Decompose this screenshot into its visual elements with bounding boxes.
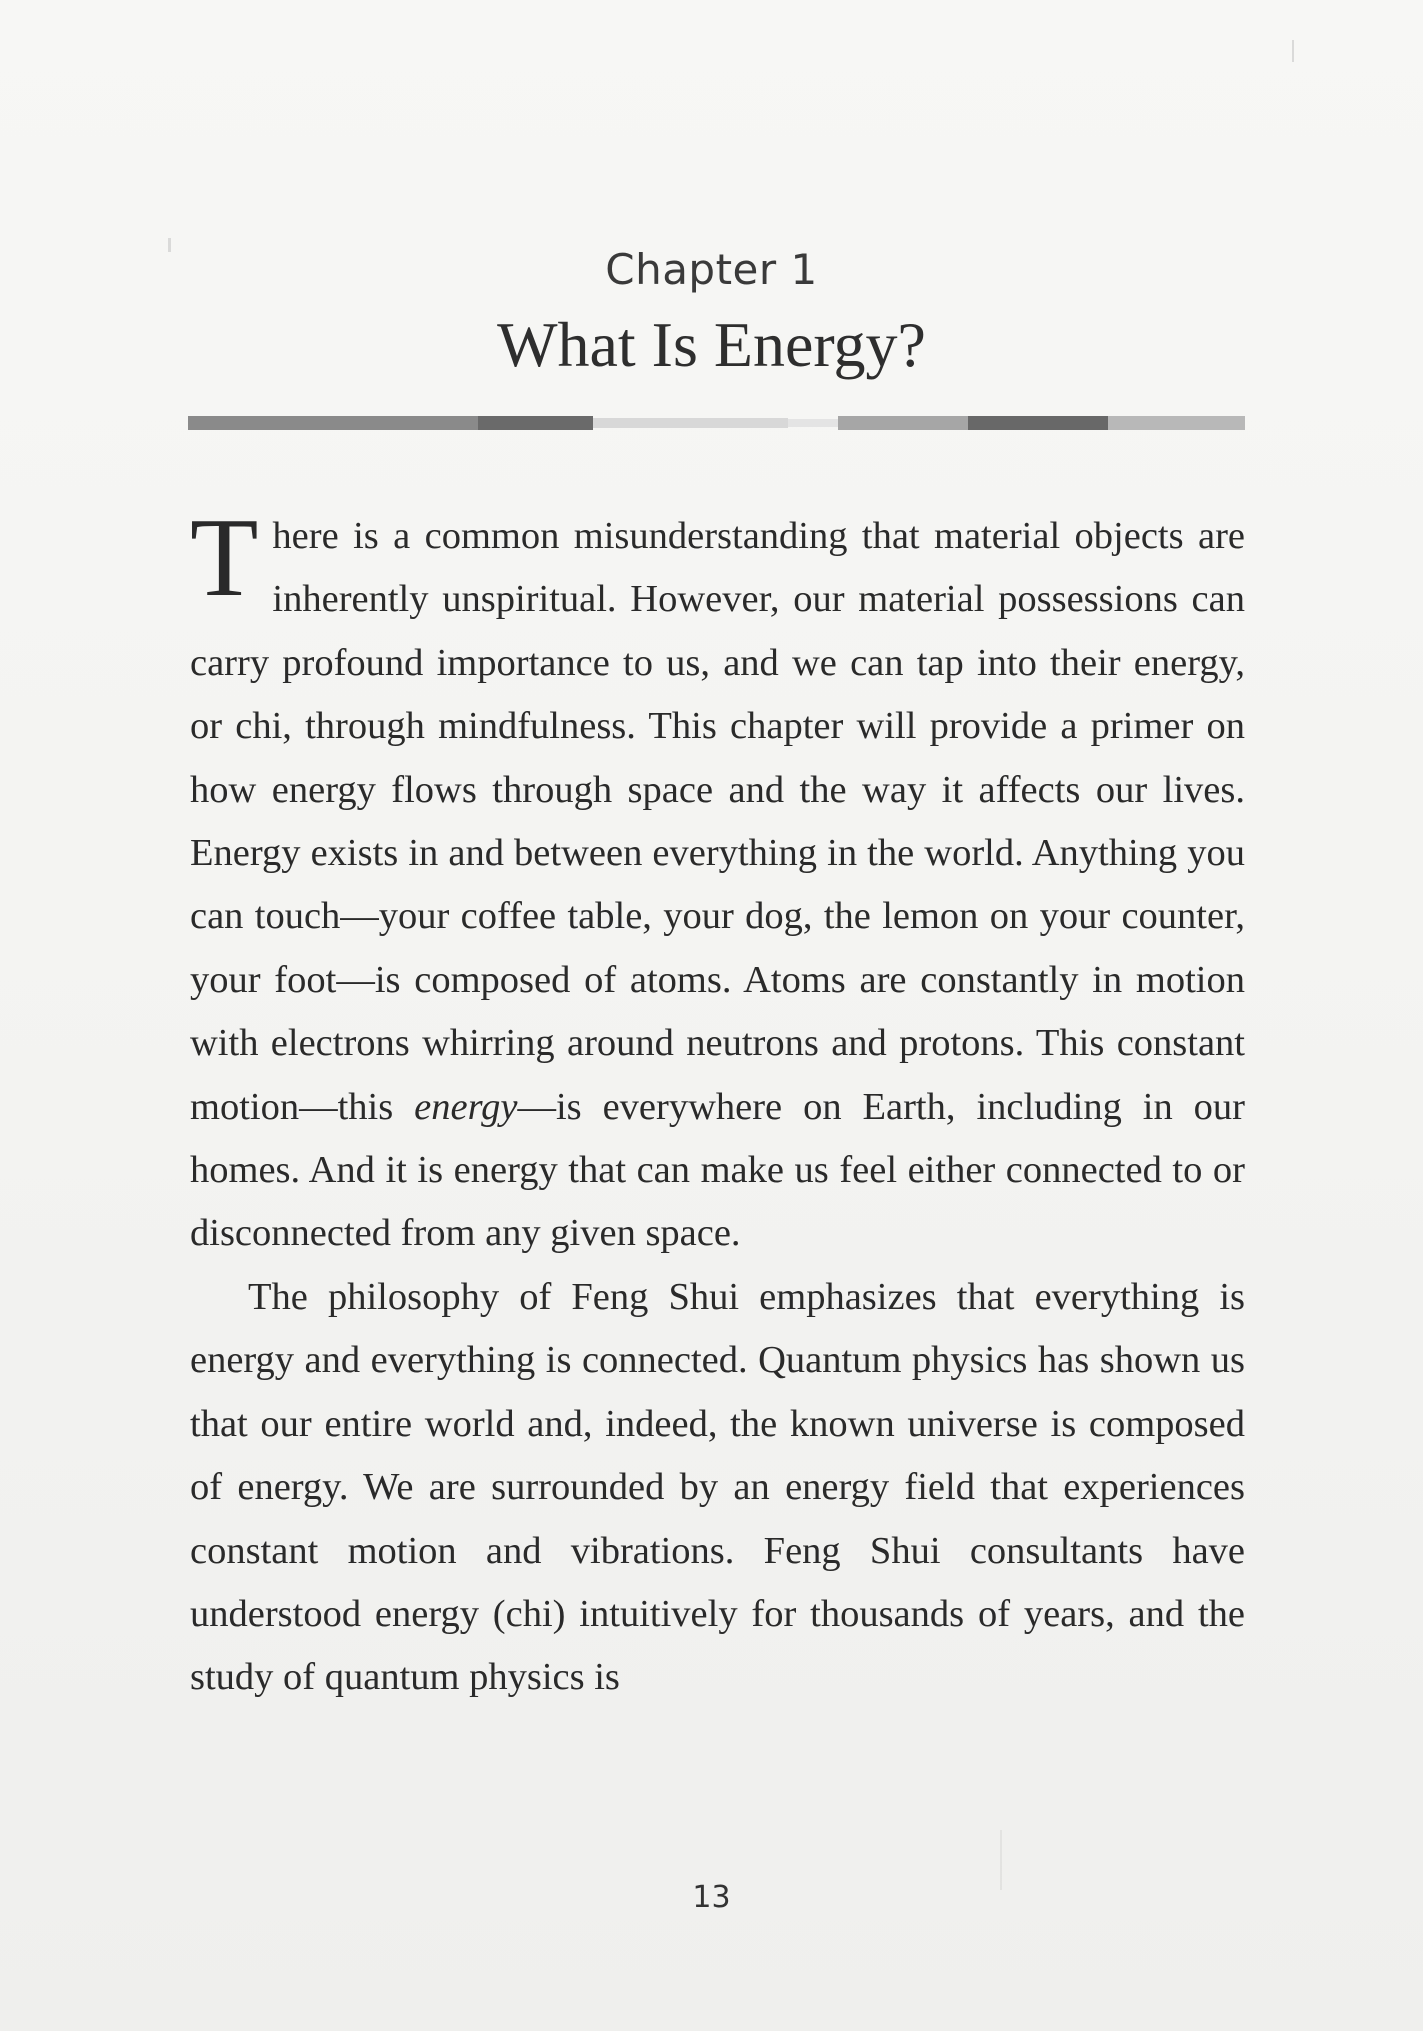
paragraph-1-text: here is a common misunderstanding that material objects are inherently unspiritual. However, our material possessions can carry profound importance to us, and we can tap into their energy, or chi, through mindfulness. This chapter will provide a primer on how energy flows through space and the way it affects our lives. Energy exists in and between everything in the world. Anything you can touch—your coffee table, your dog, the lemon on your counter, your foot—is composed of atoms. Atoms are constantly in motion with electrons whirring around neutrons and protons. This constant motion—this <box>190 515 1245 1128</box>
chapter-body <box>190 496 1246 1710</box>
scan-mark <box>168 238 171 252</box>
rule-segment <box>1108 416 1245 430</box>
rule-segment <box>968 416 1108 430</box>
page-number: 13 <box>692 1880 731 1915</box>
paragraph-1 <box>190 496 1246 1266</box>
rule-segment <box>188 416 488 430</box>
scan-mark <box>1000 1830 1002 1890</box>
emphasis-energy: energy <box>414 1085 518 1128</box>
decorative-rule <box>188 416 1245 430</box>
rule-segment <box>838 416 968 430</box>
paragraph-1-ending: —is everywhere on Earth, including in our homes. And it is energy that can make us feel either connected to or disconnected from any given space. <box>190 1085 1246 1255</box>
scan-mark <box>1292 40 1294 62</box>
rule-segment <box>478 416 593 430</box>
chapter-title: What Is Energy? <box>497 309 926 380</box>
chapter-label: Chapter 1 <box>605 245 818 294</box>
paragraph-2: The philosophy of Feng Shui emphasizes that everything is energy and everything is connected. Quantum physics has shown us that our entire world and, indeed, the known universe is composed of energy. We are surrounded by an energy field that experiences constant motion and vibrations. Feng Shui consultants have understood energy (chi) intuitively for thousands of years, and the study of quantum physics is <box>190 1275 1245 1699</box>
rule-segment <box>593 418 788 428</box>
drop-cap: T <box>190 496 259 620</box>
